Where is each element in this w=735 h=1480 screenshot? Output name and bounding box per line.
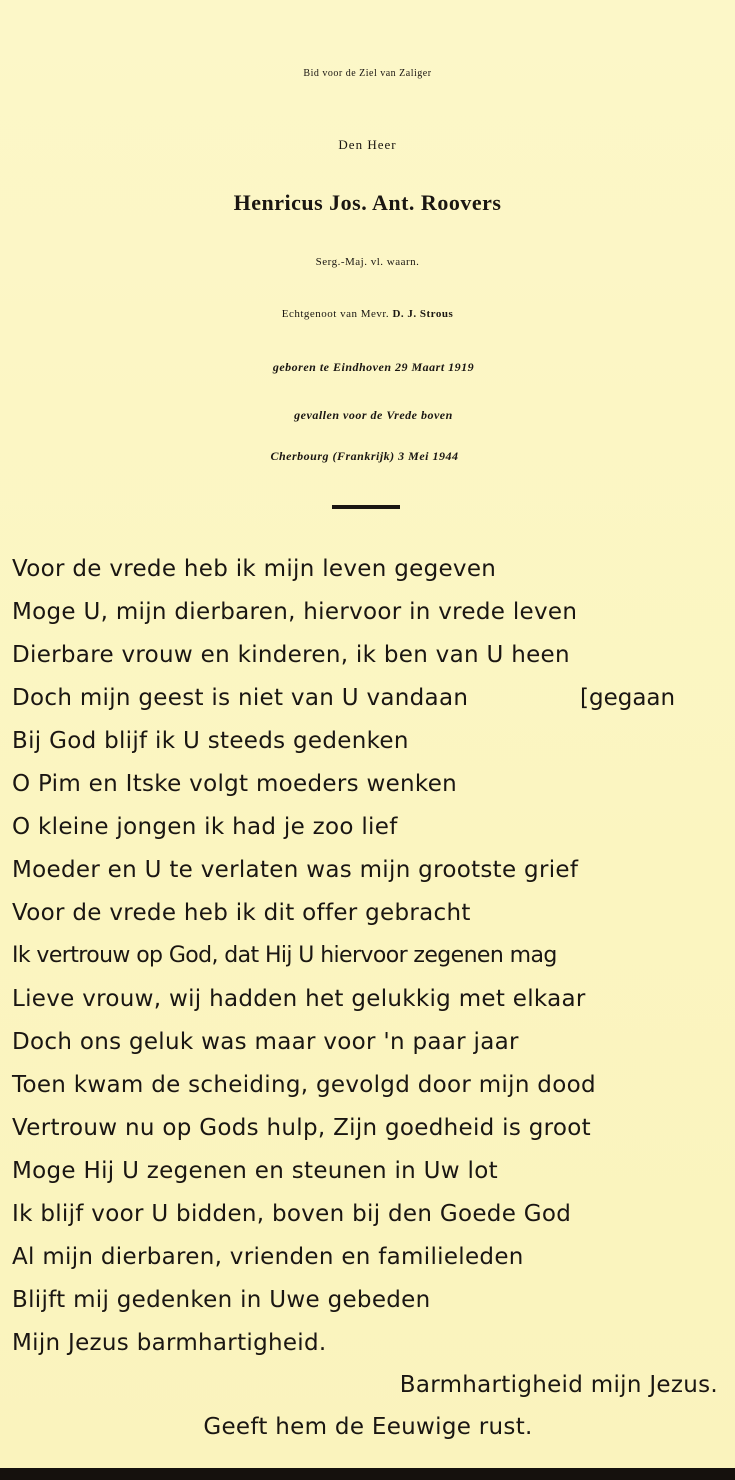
rank-line: Serg.-Maj. vl. waarn. — [315, 256, 420, 268]
poem-line: Bij God blijf ik U steeds gedenken — [12, 728, 409, 754]
poem-line: Al mijn dierbaren, vrienden en familieleden — [12, 1244, 524, 1270]
poem-line: Ik vertrouw op God, dat Hij U hiervoor zegenen mag — [12, 943, 557, 968]
poem-line: Moge U, mijn dierbaren, hiervoor in vrede leven — [12, 599, 578, 625]
fallen-line: gevallen voor de Vrede boven — [294, 408, 453, 422]
poem-line: Doch ons geluk was maar voor 'n paar jaar — [12, 1029, 519, 1055]
birth-line: geboren te Eindhoven 29 Maart 1919 — [272, 360, 475, 374]
death-place-line: Cherbourg (Frankrijk) 3 Mei 1944 — [270, 449, 459, 463]
spouse-line — [0, 308, 735, 320]
closing-line-center: Geeft hem de Eeuwige rust. — [203, 1414, 533, 1440]
poem-line: Moeder en U te verlaten was mijn grootste grief — [12, 857, 579, 883]
title-line: Den Heer — [338, 137, 397, 152]
poem-line: Lieve vrouw, wij hadden het gelukkig met elkaar — [12, 986, 586, 1012]
poem-line: Voor de vrede heb ik dit offer gebracht — [12, 900, 471, 926]
poem-line: Voor de vrede heb ik mijn leven gegeven — [12, 556, 497, 582]
poem-line: Ik blijf voor U bidden, boven bij den Goede God — [12, 1201, 572, 1227]
poem-line: Moge Hij U zegenen en steunen in Uw lot — [12, 1158, 498, 1184]
poem-line: Vertrouw nu op Gods hulp, Zijn goedheid is groot — [12, 1115, 591, 1141]
deceased-name: Henricus Jos. Ant. Roovers — [233, 190, 502, 215]
poem-line: Toen kwam de scheiding, gevolgd door mijn dood — [12, 1072, 596, 1098]
bottom-border — [0, 1468, 735, 1480]
intro-line: Bid voor de Ziel van Zaliger — [303, 68, 432, 79]
poem-line: Dierbare vrouw en kinderen, ik ben van U heen — [12, 642, 570, 668]
divider-rule — [332, 505, 400, 509]
poem-line: O kleine jongen ik had je zoo lief — [12, 814, 398, 840]
poem-line: O Pim en Itske volgt moeders wenken — [12, 771, 458, 797]
closing-line-right: Barmhartigheid mijn Jezus. — [399, 1372, 718, 1398]
spouse-name: D. J. Strous — [392, 308, 454, 320]
poem-line: Mijn Jezus barmhartigheid. — [12, 1330, 327, 1356]
poem-line: Blijft mij gedenken in Uwe gebeden — [12, 1287, 431, 1313]
spouse-prefix: Echtgenoot van Mevr. — [281, 308, 390, 320]
poem-continuation: [gegaan — [580, 685, 676, 711]
poem-line: Doch mijn geest is niet van U vandaan — [12, 685, 469, 711]
